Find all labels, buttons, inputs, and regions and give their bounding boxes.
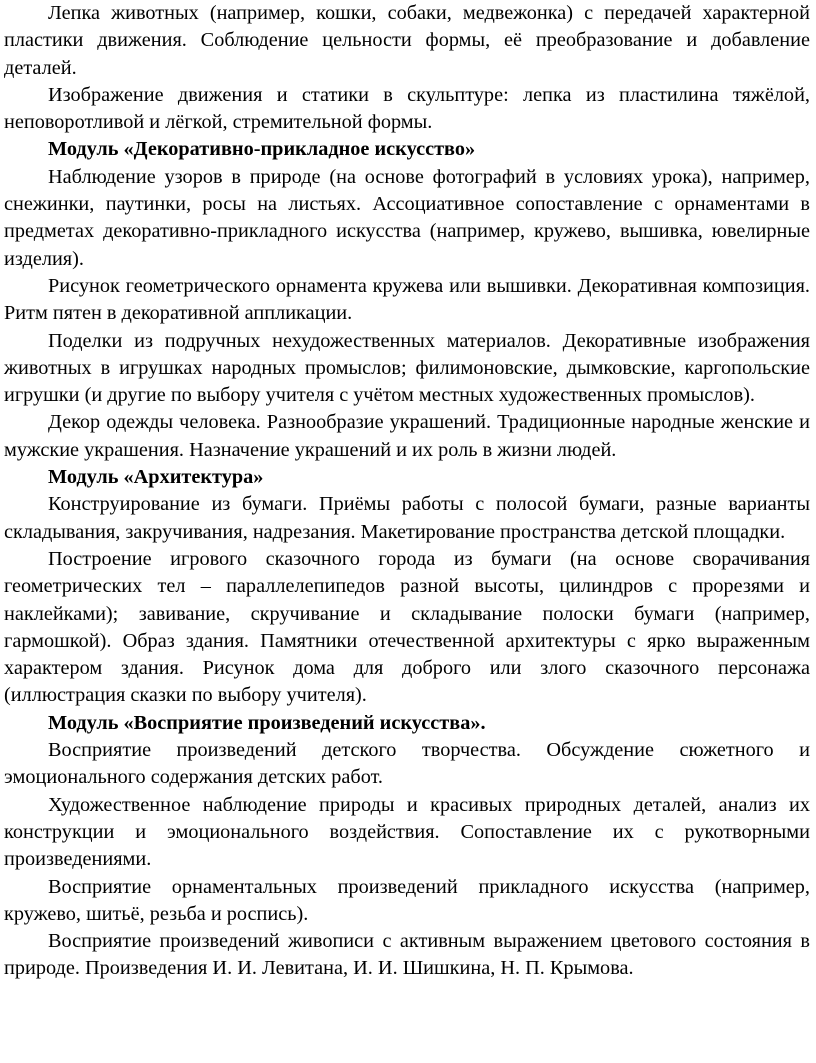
paragraph-ornamental-works: Восприятие орнаментальных произведений прикладного искусства (например, кружево, шитьё, резьба и роспись). (4, 875, 810, 925)
paragraph-sculpture-animals: Лепка животных (например, кошки, собаки, медвежонка) с передачей характерной пластики движения. Соблюдение цельности формы, её преобразование и добавление деталей. (4, 2, 810, 79)
paragraph-nature-observation: Художественное наблюдение природы и красивых природных деталей, анализ их конструкции и эмоционального воздействия. Сопоставление их с рукотворными произведениями. (4, 793, 810, 871)
document-body (4, 0, 810, 983)
paragraph-geometric-ornament: Рисунок геометрического орнамента кружева или вышивки. Декоративная композиция. Ритм пятен в декоративной аппликации. (4, 274, 810, 325)
paragraph-children-art: Восприятие произведений детского творчества. Обсуждение сюжетного и эмоционального содержания детских работ. (4, 739, 810, 789)
heading-architecture: Модуль «Архитектура» (48, 466, 264, 489)
paragraph-nature-patterns: Наблюдение узоров в природе (на основе фотографий в условиях урока), например, снежинки, паутинки, росы на листьях. Ассоциативное сопоставление с орнаментами в предметах декоративно-прикладного искусства (например, кружево, вышивка, ювелирные изделия). (4, 165, 810, 270)
paragraph-folk-toys: Поделки из подручных нехудожественных материалов. Декоративные изображения животных в игрушках народных промыслов; филимоновские, дымковские, каргопольские игрушки (и другие по выбору учителя с учётом местных художественных промыслов). (4, 329, 810, 407)
paragraph-sculpture-motion: Изображение движения и статики в скульптуре: лепка из пластилина тяжёлой, неповоротливой и лёгкой, стремительной формы. (4, 83, 810, 134)
paragraph-clothing-decor: Декор одежды человека. Разнообразие украшений. Традиционные народные женские и мужские украшения. Назначение украшений и их роль в жизни людей. (4, 411, 810, 461)
heading-art-perception: Модуль «Восприятие произведений искусства». (48, 711, 486, 734)
paragraph-painting-perception: Восприятие произведений живописи с активным выражением цветового состояния в природе. Произведения И. И. Левитана, И. И. Шишкина, Н. П. Крымова. (4, 930, 810, 980)
paragraph-paper-construction: Конструирование из бумаги. Приёмы работы с полосой бумаги, разные варианты складывания, закручивания, надрезания. Макетирование пространства детской площадки. (4, 493, 810, 543)
heading-decorative-arts: Модуль «Декоративно-прикладное искусство» (48, 138, 476, 161)
paragraph-fairy-city: Построение игрового сказочного города из бумаги (на основе сворачивания геометрических тел – параллелепипедов разной высоты, цилиндров с прорезями и наклейками); завивание, скручивание и складывание полоски бумаги (например, гармошкой). Образ здания. Памятники отечественной архитектуры с ярко выраженным характером здания. Рисунок дома для доброго или злого сказочного персонажа (иллюстрация сказки по выбору учителя). (4, 547, 810, 707)
